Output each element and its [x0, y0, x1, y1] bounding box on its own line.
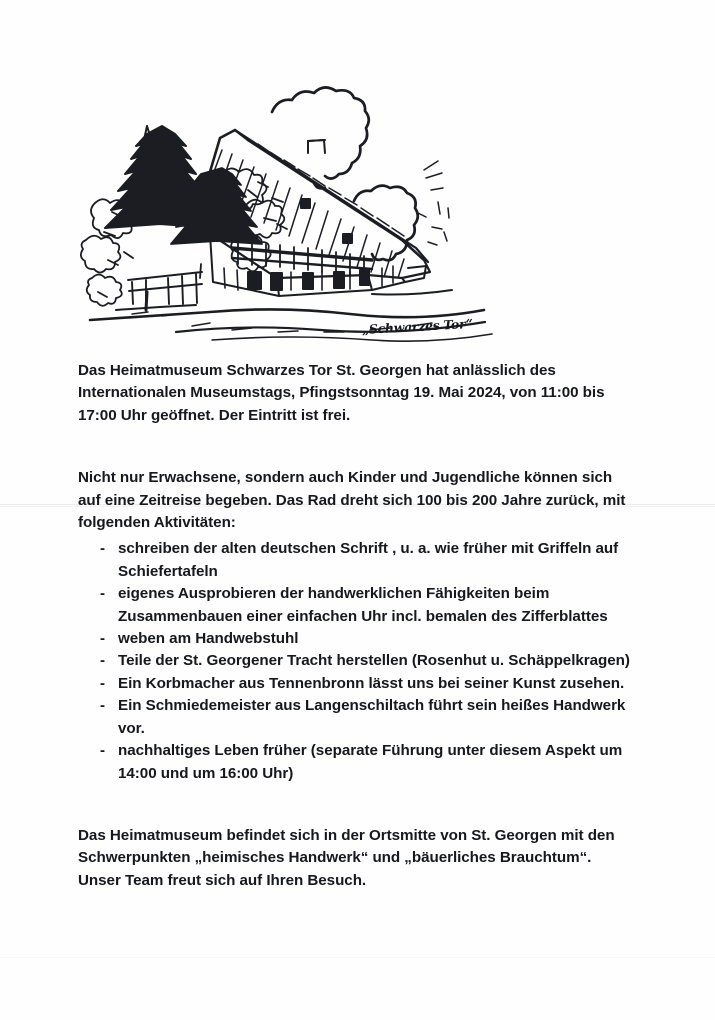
- paragraph-closing: [78, 825, 634, 892]
- fence-and-shed: [128, 272, 202, 304]
- farmhouse-ink-illustration: [72, 82, 502, 352]
- list-marker: -: [100, 742, 106, 760]
- smoke-cloud-lower: [354, 186, 418, 261]
- smoke-cloud-upper: [272, 87, 369, 188]
- scan-artifact-band: [0, 957, 715, 958]
- list-item: [78, 650, 630, 672]
- list-item: [78, 695, 630, 740]
- closing-welcome-text: Unser Team freut sich auf Ihren Besuch.: [78, 871, 367, 889]
- list-item-label: schreiben der alten deutschen Schrift , u. a. wie früher mit Griffeln auf Schiefertafeln: [118, 540, 619, 580]
- list-marker: -: [100, 652, 106, 670]
- activities-list: [78, 538, 634, 784]
- list-item-label: weben am Handwebstuhl: [118, 630, 299, 648]
- list-item: [78, 583, 630, 628]
- handwritten-caption: „Schwarzes Tor“: [361, 315, 473, 337]
- list-item: [78, 538, 630, 583]
- list-item-label: nachhaltiges Leben früher (separate Führung unter diesem Aspekt um 14:00 und um 16:00 Uhr): [118, 742, 623, 782]
- paragraph-time-travel-lead: Nicht nur Erwachsene, sondern auch Kinder und Jugendliche können sich auf eine Zeitreise begeben. Das Rad dreht sich 100 bis 200 Jahre zurück, mit folgenden Aktivitäten:: [78, 469, 626, 532]
- list-item-label: Teile der St. Georgener Tracht herstellen (Rosenhut u. Schäppelkragen): [118, 652, 630, 670]
- list-marker: -: [100, 585, 106, 603]
- paragraph-opening-hours: Das Heimatmuseum Schwarzes Tor St. Georgen hat anlässlich des Internationalen Museumstags, Pfingstsonntag 19. Mai 2024, von 11:00 bis 17:00 Uhr geöffnet. Der Eintritt ist frei.: [78, 362, 605, 424]
- list-item: [78, 628, 630, 650]
- list-marker: -: [100, 674, 106, 692]
- list-item: [78, 673, 630, 695]
- list-item-label: Ein Korbmacher aus Tennenbronn lässt uns bei seiner Kunst zusehen.: [118, 674, 625, 692]
- list-marker: -: [100, 630, 106, 648]
- ground-and-road: [90, 290, 492, 341]
- list-marker: -: [100, 540, 106, 558]
- list-marker: -: [100, 697, 106, 715]
- flyer-text-body: [78, 360, 634, 892]
- chimney: [308, 140, 325, 153]
- background-hatching: [418, 161, 449, 245]
- closing-location-text: Das Heimatmuseum befindet sich in der Ortsmitte von St. Georgen mit den Schwerpunkten „heimisches Handwerk“ und „bäuerliches Brauchtum“.: [78, 826, 615, 867]
- list-item-label: Ein Schmiedemeister aus Langenschiltach führt sein heißes Handwerk vor.: [118, 697, 626, 737]
- list-item-label: eigenes Ausprobieren der handwerklichen Fähigkeiten beim Zusammenbauen einer einfachen Uhr incl. bemalen des Zifferblattes: [118, 585, 608, 625]
- list-item: [78, 740, 630, 785]
